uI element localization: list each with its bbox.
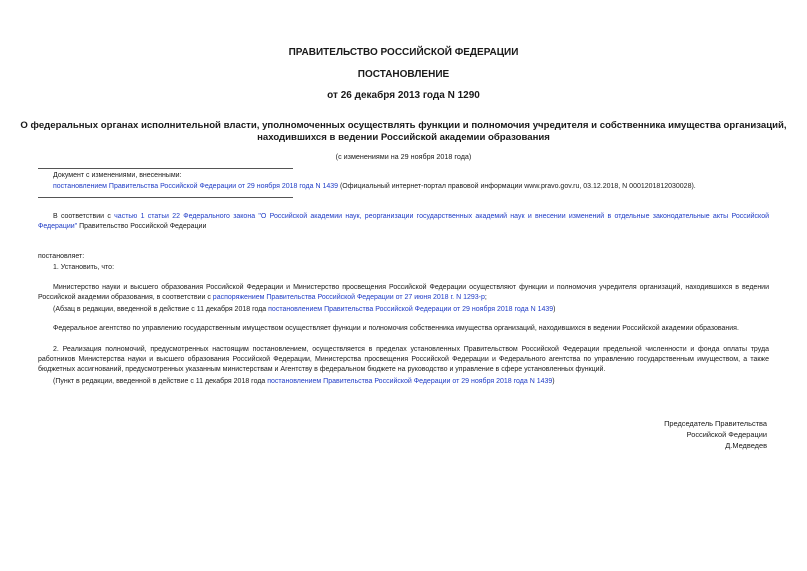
- amendment-note-1-prefix: (Абзац в редакции, введенной в действие с 11 декабря 2018 года: [53, 306, 269, 313]
- amendment-note-1-link[interactable]: постановлением Правительства Российской Федерации от 29 ноября 2018 года N 1439: [268, 306, 554, 313]
- amendment-note-2-suffix: ): [552, 378, 555, 385]
- signature-title-line-2: Российской Федерации: [686, 430, 767, 439]
- item-1-heading: 1. Установить, что:: [53, 264, 115, 271]
- preamble-suffix: Правительство Российской Федерации: [77, 223, 207, 230]
- amendment-note-2: [53, 378, 555, 385]
- amendment-note-2-link[interactable]: постановлением Правительства Российской Федерации от 29 ноября 2018 года N 1439: [267, 378, 553, 385]
- changes-line: [53, 183, 696, 190]
- document-title-line-2: находившихся в ведении Российской академии образования: [257, 132, 550, 143]
- paragraph-ministries-end: ;: [484, 294, 487, 301]
- amending-decree-link[interactable]: постановлением Правительства Российской Федерации от 29 ноября 2018 года N 1439: [53, 183, 339, 190]
- changes-note: (с изменениями на 29 ноября 2018 года): [335, 152, 472, 161]
- amendment-note-1-suffix: ): [553, 306, 556, 313]
- divider-bottom: [38, 197, 293, 198]
- amendment-note-2-prefix: (Пункт в редакции, введенной в действие с 11 декабря 2018 года: [53, 378, 268, 385]
- decides-text: постановляет:: [38, 253, 85, 260]
- paragraph-ministries-text: Министерство науки и высшего образования Российской Федерации и Министерство просвещения Российской Федерации осуществляют функции и полномочия учредителя организаций, находившихся в ведении Российской академии образования, в соответствии с: [38, 284, 769, 301]
- item-2-paragraph: 2. Реализация полномочий, предусмотренных настоящим постановлением, осуществляется в пределах установленных Правительством Российской Федерации предельной численности и фонда оплаты труда работников Министерства науки и высшего образования Российской Федерации, Министерства просвещения Российской Федерации и Федерального агентства по управлению государственным имуществом, а также бюджетных ассигнований, предусмотренных указанным министерствам и Агентству в федеральном бюджете на руководство и управление в сфере установленных функций.: [38, 346, 769, 373]
- signatory-name: Д.Медведев: [725, 441, 767, 450]
- signature-title-line-1: Председатель Правительства: [664, 419, 767, 428]
- document-title-line-1: О федеральных органах исполнительной власти, уполномоченных осуществлять функции и полномочия учредителя и собственника имущества организаций,: [20, 120, 787, 131]
- document-type-heading: ПОСТАНОВЛЕНИЕ: [357, 69, 450, 80]
- changes-source: (Официальный интернет-портал правовой информации www.pravo.gov.ru, 03.12.2018, N 0001201812030028).: [338, 183, 696, 190]
- date-number-heading: от 26 декабря 2013 года N 1290: [327, 90, 480, 101]
- preamble-prefix: В соответствии с: [53, 213, 115, 220]
- preamble-paragraph: [38, 212, 769, 232]
- federal-law-link[interactable]: частью 1 статьи 22 Федерального закона "О Российской академии наук, реорганизации государственных академий наук и внесении изменений в отдельные законодательные акты Российской Федерации": [38, 213, 770, 230]
- government-heading: ПРАВИТЕЛЬСТВО РОССИЙСКОЙ ФЕДЕРАЦИИ: [288, 47, 519, 58]
- paragraph-property-agency: Федеральное агентство по управлению государственным имуществом осуществляет функции и полномочия собственника имущества организаций, находившихся в ведении Российской академии образования.: [53, 325, 739, 332]
- paragraph-ministries: [38, 283, 769, 303]
- order-1293-link[interactable]: распоряжением Правительства Российской Федерации от 27 июня 2018 г. N 1293-р: [212, 294, 485, 301]
- divider-top: [38, 168, 293, 169]
- changes-label: Документ с изменениями, внесенными:: [53, 172, 182, 179]
- amendment-note-1: [53, 306, 556, 313]
